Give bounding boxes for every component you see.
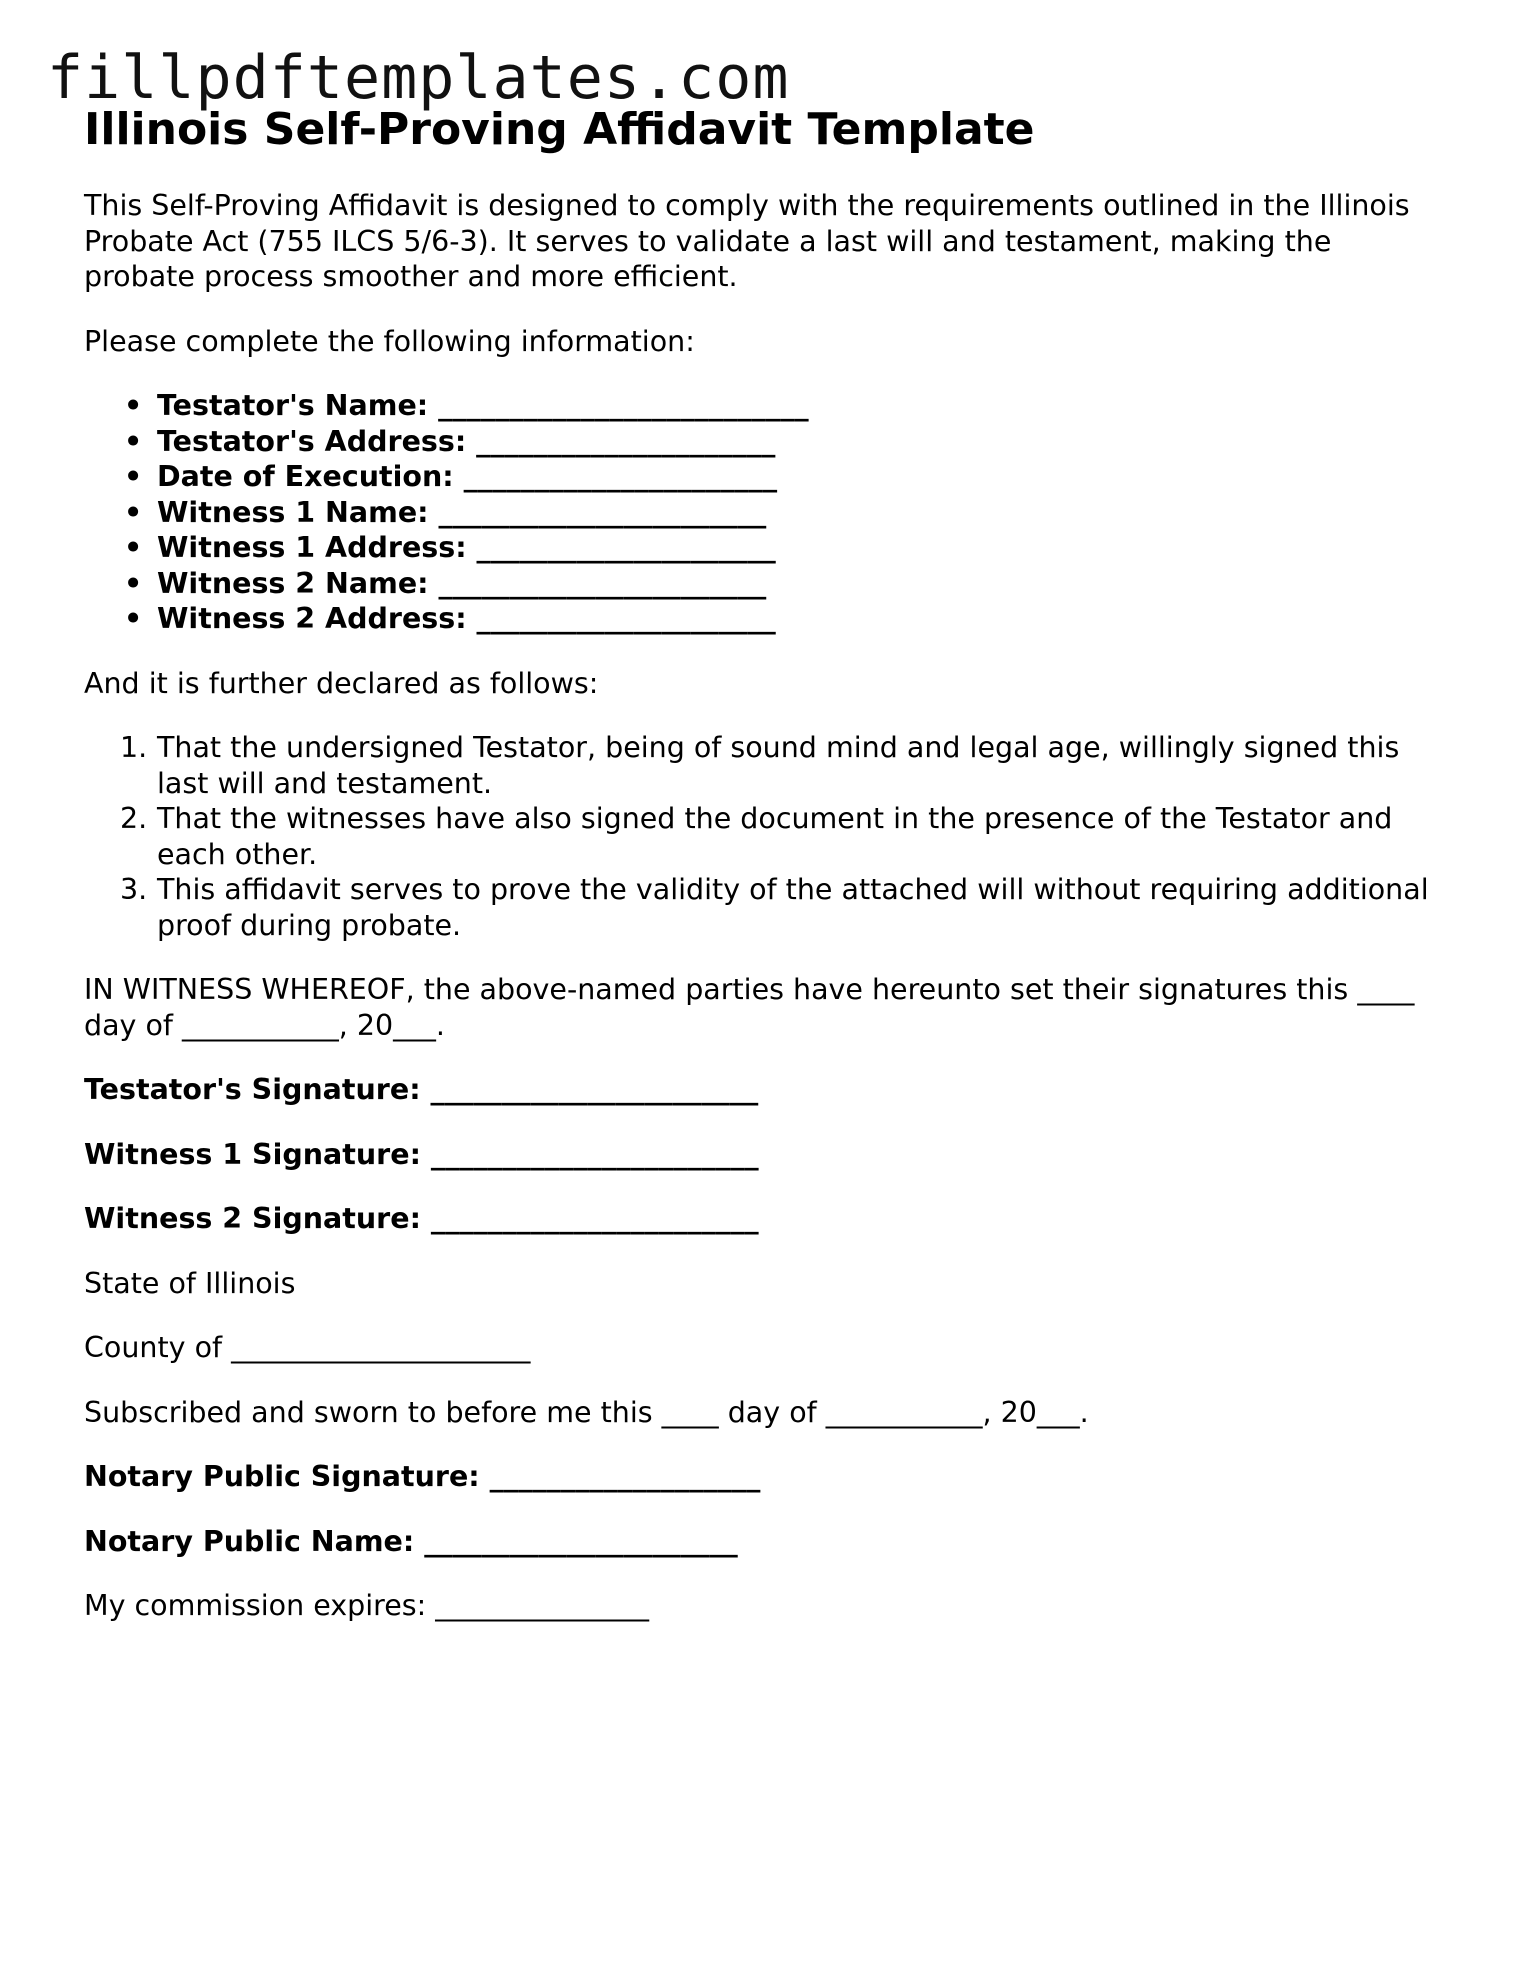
field-witness-2-name: • Witness 2 Name: _______________________ (84, 566, 1434, 602)
field-witness-1-address: • Witness 1 Address: _____________________ (84, 530, 1434, 566)
field-testator-name: • Testator's Name: __________________________ (84, 388, 1434, 424)
county-line: County of _____________________ (84, 1331, 531, 1364)
declaration-text: This affidavit serves to prove the validity of the attached will without requiring additional proof during probate. (157, 873, 1429, 942)
declaration-item (84, 872, 1434, 943)
declaration-number: 2. (120, 802, 148, 835)
declaration-item (84, 730, 1434, 801)
affidavit-document (84, 102, 1434, 1624)
sworn-statement: Subscribed and sworn to before me this ____ day of ___________, 20___. (84, 1395, 1089, 1429)
intro-paragraph: This Self-Proving Affidavit is designed to comply with the requirements outlined in the Illinois Probate Act (755 ILCS 5/6-3). It serves to validate a last will and testament, making the probate process smoother and more efficient. (84, 189, 1410, 293)
state-text: State of Illinois (84, 1266, 296, 1300)
testator-signature-line: Testator's Signature: _______________________ (84, 1073, 759, 1106)
witness-1-signature-line: Witness 1 Signature: _______________________ (84, 1137, 759, 1171)
declaration-item (84, 801, 1434, 872)
information-fields-list (84, 388, 1434, 637)
notary-name-line: Notary Public Name: ______________________ (84, 1524, 738, 1558)
commission-expires-line: My commission expires: _______________ (84, 1589, 650, 1622)
instructions-text: Please complete the following information: (84, 324, 695, 358)
declaration-number: 1. (120, 731, 148, 764)
site-watermark: fillpdftemplates.com (47, 43, 790, 113)
witness-whereof-text: IN WITNESS WHEREOF, the above-named parties have hereunto set their signatures this ____ day of ___________, 20___. (84, 973, 1415, 1042)
field-witness-1-name: • Witness 1 Name: _______________________ (84, 495, 1434, 531)
notary-signature-line: Notary Public Signature: ___________________ (84, 1460, 761, 1493)
declaration-text: That the witnesses have also signed the document in the presence of the Testator and each other. (157, 802, 1393, 871)
field-date-of-execution: • Date of Execution: ______________________ (84, 459, 1434, 495)
field-witness-2-address: • Witness 2 Address: _____________________ (84, 601, 1434, 637)
declaration-number: 3. (120, 873, 148, 906)
declaration-text: That the undersigned Testator, being of sound mind and legal age, willingly signed this last will and testament. (157, 731, 1400, 800)
field-testator-address: • Testator's Address: _____________________ (84, 424, 1434, 460)
further-declared-text: And it is further declared as follows: (84, 666, 599, 700)
declarations-list (84, 730, 1434, 943)
document-title: Illinois Self-Proving Affidavit Template (84, 104, 1035, 155)
witness-2-signature-line: Witness 2 Signature: _______________________ (84, 1202, 759, 1235)
